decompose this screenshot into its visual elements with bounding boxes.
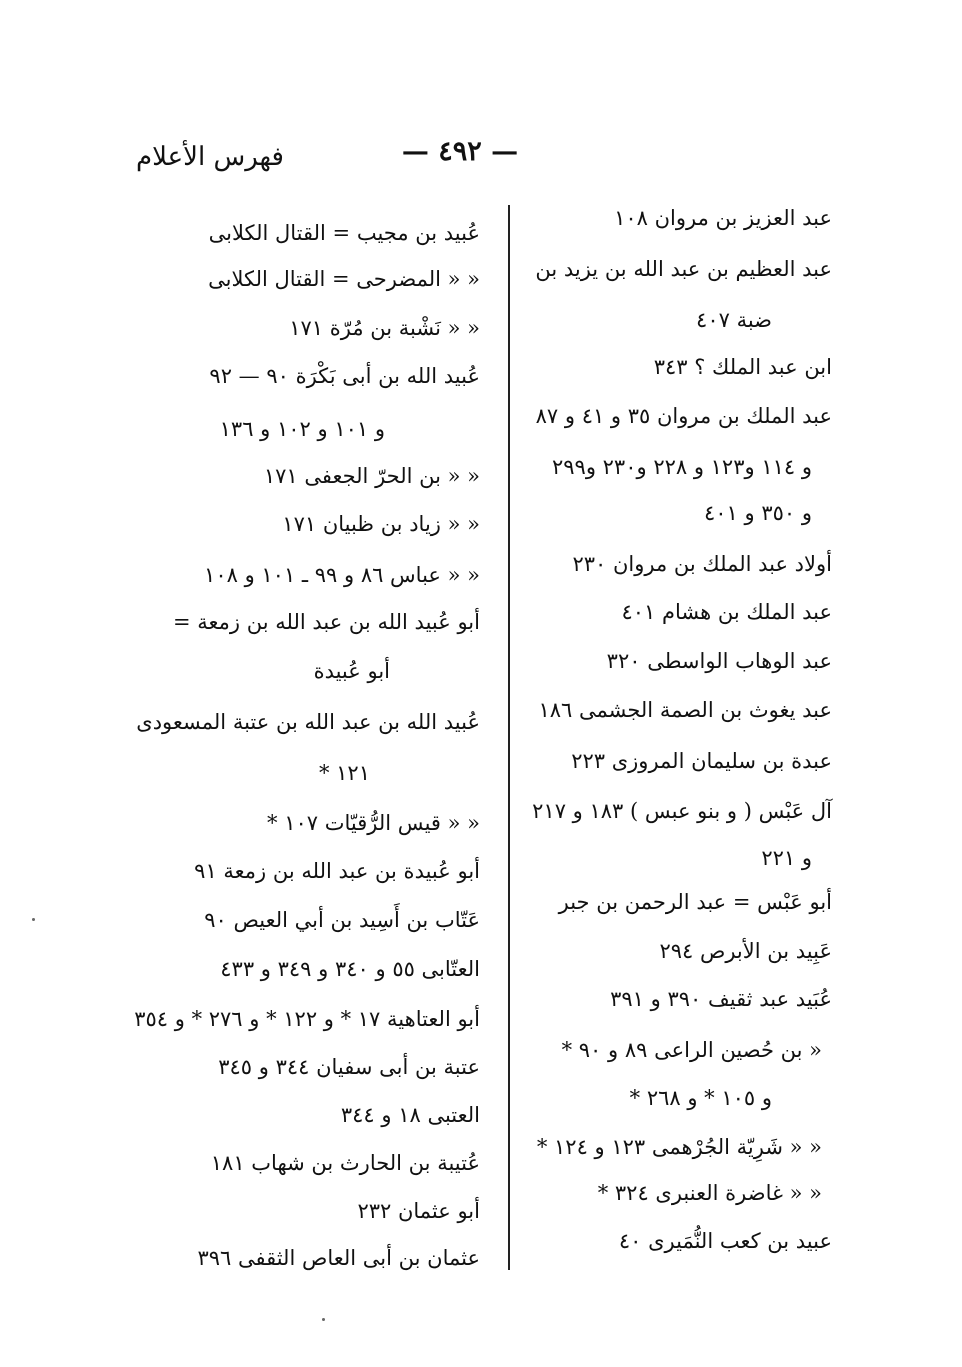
index-entry: عبد الملك بن هشام ٤٠١ xyxy=(621,600,832,624)
index-entry: العتبى ١٨ و ٣٤٤ xyxy=(340,1103,480,1127)
index-entry-continuation: ١٢١ * xyxy=(318,761,370,785)
index-entry: عبد يغوث بن الصمة الجشمى ١٨٦ xyxy=(538,698,832,722)
index-entry: عُبيد بن مجيب = القتال الكلابى xyxy=(208,221,480,245)
index-entry: « « بن الحرّ الجعفى ١٧١ xyxy=(263,464,480,488)
index-entry: عُبيد الله بن أبى بَكْرَة ٩٠ — ٩٢ xyxy=(209,364,480,388)
page-header xyxy=(0,128,962,188)
index-entry: أبو العتاهية ١٧ * و ١٢٢ * و ٢٧٦ * و ٣٥٤ xyxy=(134,1007,480,1031)
index-entry: عتبة بن أبى سفيان ٣٤٤ و ٣٤٥ xyxy=(218,1055,480,1079)
index-entry-continuation: و ١٠٥ * و ٢٦٨ * xyxy=(629,1086,772,1110)
index-entry: عَبِيد بن الأبرص ٢٩٤ xyxy=(659,939,832,963)
index-entry: العتّابى ٥٥ و ٣٤٠ و ٣٤٩ و ٤٣٣ xyxy=(220,957,480,981)
index-entry: عثمان بن أبى العاص الثقفى ٣٩٦ xyxy=(197,1246,480,1270)
index-entry: عبد الملك بن مروان ٣٥ و ٤١ و ٨٧ xyxy=(535,404,832,428)
index-entry: آل عَبْس ( و بنو عبس ) ١٨٣ و ٢١٧ xyxy=(532,799,832,823)
scan-speck xyxy=(32,918,35,921)
index-entry: عُبَيد عبد ثقيف ٣٩٠ و ٣٩١ xyxy=(610,987,832,1011)
index-entry: « « نَشْبة بن مُرّة ١٧١ xyxy=(289,316,480,340)
index-entry-continuation: أبو عُبيدة xyxy=(313,659,390,683)
index-entry-continuation: و ١١٤ و١٢٣ و ٢٢٨ و٢٣٠ و٢٩٩ xyxy=(551,455,812,479)
index-entry: عُبيد الله بن عبد الله بن عتبة المسعودى xyxy=(136,710,480,734)
index-entry-continuation: و ٣٥٠ و ٤٠١ xyxy=(703,501,812,525)
index-entry-continuation: ضبة ٤٠٧ xyxy=(696,308,772,332)
index-entry: عبد العزيز بن مروان ١٠٨ xyxy=(614,206,832,230)
index-entry: « « شَرِيّة الجُرْهمى ١٢٣ و ١٢٤ * xyxy=(536,1135,822,1159)
index-entry: ابن عبد الملك ؟ ٣٤٣ xyxy=(653,355,832,379)
index-entry: أبو عُبيدة بن عبد الله بن زمعة ٩١ xyxy=(194,859,480,883)
index-entry: « « المضرحى = القتال الكلابى xyxy=(208,267,480,291)
index-entry: « بن حُصين الراعى ٨٩ و ٩٠ * xyxy=(561,1038,822,1062)
index-entry: عُتيبة بن الحارث بن شهاب ١٨١ xyxy=(210,1151,480,1175)
index-entry: « « غاضرة العنبرى ٣٢٤ * xyxy=(597,1181,822,1205)
scan-speck xyxy=(322,1318,325,1321)
index-entry: « « عباس ٨٦ و ٩٩ ـ ١٠١ و ١٠٨ xyxy=(204,563,480,587)
index-entry: عبد العظيم بن عبد الله بن يزيد بن xyxy=(535,257,832,281)
column-divider xyxy=(508,205,510,1270)
index-entry-continuation: و ١٠١ و ١٠٢ و ١٣٦ xyxy=(219,417,385,441)
section-title: فهرس الأعلام xyxy=(136,142,284,172)
index-entry: عبدة بن سليمان المروزى ٢٢٣ xyxy=(571,749,832,773)
index-entry: أولاد عبد الملك بن مروان ٢٣٠ xyxy=(572,552,832,576)
page-number: — ٤٩٢ — xyxy=(401,136,519,167)
index-entry: « « قيس الرُّقيّات ١٠٧ * xyxy=(267,811,480,835)
index-entry: عَتّاب بن أَسِيد بن أبي العيص ٩٠ xyxy=(204,908,480,932)
index-entry-continuation: و ٢٢١ xyxy=(761,846,812,870)
index-entry: عبد الوهاب الواسطى ٣٢٠ xyxy=(606,649,832,673)
index-entry: أبو عُبيد الله بن عبد الله بن زمعة = xyxy=(173,610,480,634)
index-entry: أبو عَبْس = عبد الرحمن بن جبر xyxy=(558,890,832,914)
index-entry: عبيد بن كعب النُّمَيرى ٤٠ xyxy=(618,1229,832,1253)
index-entry: « « زياد بن ظبيان ١٧١ xyxy=(282,512,480,536)
index-entry: أبو عثمان ٢٣٢ xyxy=(357,1199,480,1223)
